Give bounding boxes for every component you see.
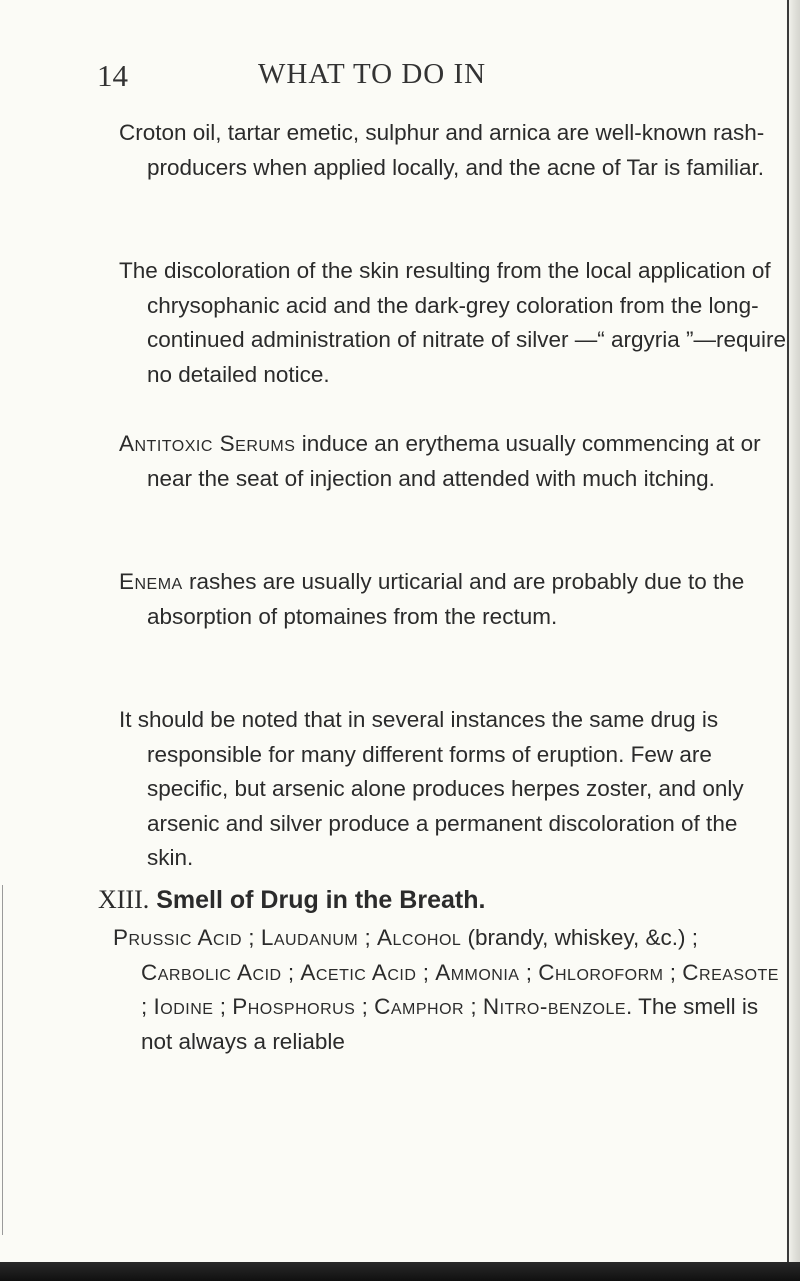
drug-nitro-benzole: Nitro-benzole [482,994,627,1020]
paragraph-noted: It should be noted that in several instances the same drug is responsible for many different forms of eruption. Few are specific, but arsenic alone produces herpes zoster, and only arsenic and silver produce a permanent discoloration of the skin. [119,707,744,871]
drug-ammonia: Ammonia [435,959,520,985]
paragraph-discoloration: The discoloration of the skin resulting from the local application of chrysophanic acid and the dark-grey coloration from the long-continued administration of nitrate of silver —“ argyria ”—require no detailed notice. [119,258,787,387]
drug-prussic-acid: Prussic Acid [113,925,243,950]
antitoxic-text: induce an erythema usually commencing at or near the seat of injection and attended with much itching. [147,431,761,491]
paragraph-antitoxic-serums [119,427,787,496]
separator: ; [358,925,377,950]
separator: ; [464,994,483,1020]
drug-alcohol: Alcohol [376,925,462,950]
drug-creasote: Creasote [682,959,779,985]
paragraph-croton: Croton oil, tartar emetic, sulphur and arnica are well-known rash-producers when applied locally, and the acne of Tar is familiar. [119,120,765,180]
separator: ; [519,959,539,985]
drug-acetic-acid: Acetic Acid [300,959,417,985]
separator: ; [213,994,233,1020]
drug-iodine: Iodine [153,994,214,1020]
separator: ; [141,994,154,1020]
page-number: 14 [97,58,128,93]
drug-camphor: Camphor [374,994,465,1020]
section-heading [98,883,485,917]
running-head: WHAT TO DO IN [258,58,487,90]
enema-text: rashes are usually urticarial and are probably due to the absorption of ptomaines from the rectum. [147,569,745,629]
separator: ; [281,959,301,985]
drug-list-tail: . The smell is not always a reliable [141,994,759,1054]
drug-laudanum: Laudanum [260,925,359,950]
drug-chloroform: Chloroform [538,959,664,985]
separator: ; [242,925,261,950]
page-left-edge-line [2,885,3,1235]
section-title: Smell of Drug in the Breath. [156,886,486,914]
drug-phosphorus: Phosphorus [232,994,356,1020]
page-right-edge-line [787,0,789,1262]
separator: ; [416,959,436,985]
drug-carbolic-acid: Carbolic Acid [141,959,282,985]
page-bottom-edge [0,1262,800,1281]
paragraph-drug-list [113,921,791,1059]
term-enema: Enema [119,569,183,594]
paragraph-enema [119,565,787,634]
separator: ; [355,994,375,1020]
section-number: XIII. [98,885,150,914]
alcohol-note: (brandy, whiskey, &c.) ; [461,925,699,950]
term-antitoxic-serums: Antitoxic Serums [119,431,296,456]
separator: ; [663,959,683,985]
